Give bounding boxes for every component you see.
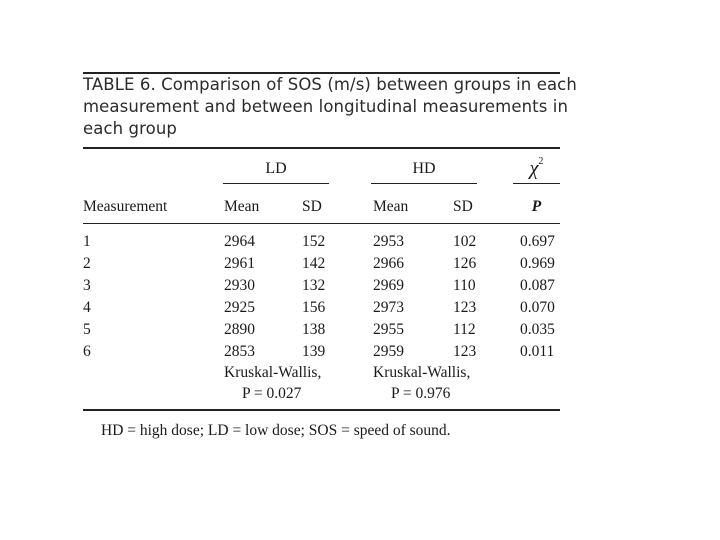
group-hd-label: HD [412,160,436,177]
cell-p: 0.087 [520,277,555,294]
header-measurement: Measurement [83,198,168,215]
group-ld-label: LD [265,160,287,177]
cell-hd-sd: 123 [453,343,477,360]
table-6 [83,0,577,540]
cell-hd-sd: 123 [453,299,477,316]
hd-group-rule [371,183,477,184]
title-line-1: TABLE 6. Comparison of SOS (m/s) between groups in each [83,75,577,94]
cell-m: 1 [83,233,91,250]
header-bottom-rule [83,223,560,224]
cell-ld-sd: 138 [302,321,326,338]
header-p: P [531,198,542,215]
cell-ld-mean: 2890 [224,321,255,338]
cell-ld-sd: 152 [302,233,326,250]
cell-hd-mean: 2966 [373,255,404,272]
cell-ld-sd: 142 [302,255,326,272]
cell-ld-sd: 156 [302,299,326,316]
cell-m: 2 [83,255,91,272]
cell-p: 0.011 [520,343,555,360]
cell-hd-mean: 2973 [373,299,404,316]
ld-group-rule [223,183,329,184]
cell-ld-mean: 2930 [224,277,255,294]
cell-ld-mean: 2961 [224,255,255,272]
hd-kruskal-line2: P = 0.976 [391,385,451,402]
cell-m: 6 [83,343,91,360]
hd-kruskal-line1: Kruskal-Wallis, [373,364,471,381]
cell-m: 5 [83,321,91,338]
cell-hd-sd: 110 [453,277,476,294]
cell-hd-mean: 2969 [373,277,404,294]
cell-p: 0.969 [520,255,555,272]
ld-kruskal-line1: Kruskal-Wallis, [224,364,322,381]
cell-hd-sd: 112 [453,321,476,338]
header-ld-mean: Mean [224,198,260,215]
table-footnote: HD = high dose; LD = low dose; SOS = speed of sound. [101,422,451,439]
ld-kruskal-line2: P = 0.027 [242,385,302,402]
title-line-3: each group [83,119,177,138]
cell-ld-mean: 2853 [224,343,255,360]
header-hd-mean: Mean [373,198,409,215]
cell-ld-sd: 132 [302,277,326,294]
chi-group-rule [513,183,560,184]
bottom-rule [83,409,560,411]
cell-hd-mean: 2953 [373,233,404,250]
cell-hd-sd: 102 [453,233,477,250]
cell-hd-mean: 2955 [373,321,404,338]
header-ld-sd: SD [302,198,322,215]
cell-p: 0.070 [520,299,555,316]
cell-p: 0.035 [520,321,555,338]
cell-ld-mean: 2925 [224,299,255,316]
cell-m: 3 [83,277,91,294]
cell-ld-sd: 139 [302,343,326,360]
cell-hd-sd: 126 [453,255,477,272]
cell-ld-mean: 2964 [224,233,255,250]
cell-hd-mean: 2959 [373,343,404,360]
chi-square-label: $\chi^2$ [529,156,544,180]
header-hd-sd: SD [453,198,473,215]
table-title [83,74,577,140]
title-bottom-rule [83,147,560,149]
cell-m: 4 [83,299,91,316]
title-line-2: measurement and between longitudinal measurements in [83,97,569,116]
cell-p: 0.697 [520,233,555,250]
